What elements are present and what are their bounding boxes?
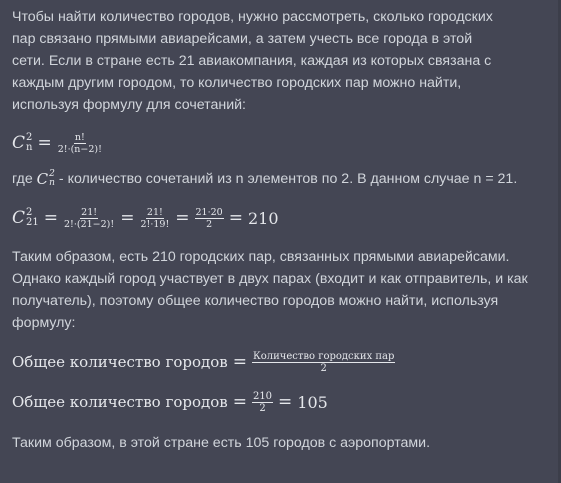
cities-fraction	[252, 351, 395, 374]
c21-symbol: C	[12, 208, 26, 229]
conclusion-paragraph: Таким образом, есть 210 городских пар, связанных прямыми авиарейсами. Однако каждый город участвует в двух парах (входит и как отправитель, и как получатель), поэтому общее количество городов можно найти, используя формулу:	[12, 249, 528, 332]
cities-result-lhs: Общее количество городов	[12, 393, 228, 412]
fraction-2	[139, 207, 170, 230]
cities-result-formula	[12, 388, 552, 416]
calculation-result: 210	[247, 208, 279, 228]
fraction-3	[195, 207, 224, 230]
fraction-1	[63, 207, 115, 230]
fraction-denominator: 2!·(n−2)!	[57, 143, 102, 155]
cities-result-denominator: 2	[259, 402, 266, 414]
cities-result-numerator: 210	[252, 390, 273, 402]
fraction-numerator: n!	[74, 131, 85, 143]
equals-sign-5: =	[232, 352, 247, 373]
c-indices	[26, 133, 32, 153]
equals-sign-7: =	[278, 392, 293, 413]
inline-c-sup: 2	[49, 169, 55, 180]
cities-fraction-numerator: Количество городских пар	[252, 350, 395, 362]
assistant-message	[12, 6, 552, 454]
cities-fraction-denominator: 2	[320, 362, 327, 374]
final-paragraph: Таким образом, в этой стране есть 105 городов с аэропортами.	[12, 435, 431, 452]
equals-sign-4: =	[228, 208, 243, 229]
cities-result-value: 105	[297, 392, 328, 412]
fraction-2-numerator: 21!	[146, 206, 163, 218]
formula-fraction	[57, 132, 103, 155]
cities-formula	[12, 348, 552, 376]
c-sub: n	[26, 142, 33, 153]
definition-paragraph	[12, 168, 552, 190]
fraction-1-denominator: 2!·(21−2)!	[64, 218, 115, 230]
inline-c-sub: n	[49, 178, 55, 189]
equals-sign-2: =	[120, 208, 135, 229]
intro-paragraph: Чтобы найти количество городов, нужно рассмотреть, сколько городских пар связано прямыми авиарейсами, а затем учесть все города в этой сети. Если в стране есть 21 авиакомпания, каждая из которых связана с каждым другим городом, то количество городских пар можно найти, используя формулу для сочетаний:	[12, 9, 493, 113]
inline-c-symbol	[37, 168, 55, 190]
fraction-2-denominator: 2!·19!	[140, 218, 170, 230]
fraction-3-denominator: 2	[206, 218, 213, 230]
c-sup: 2	[26, 132, 33, 143]
cities-formula-lhs: Общее количество городов	[12, 353, 228, 372]
combination-formula	[12, 130, 552, 156]
equals-sign-3: =	[175, 208, 190, 229]
cities-result-fraction	[252, 391, 273, 414]
fraction-1-numerator: 21!	[81, 206, 98, 218]
fraction-3-numerator: 21·20	[195, 206, 223, 218]
definition-after: - количество сочетаний из n элементов по 2. В данном случае n = 21.	[58, 171, 518, 187]
c21-sub: 21	[26, 217, 39, 229]
c21-sup: 2	[26, 207, 33, 219]
definition-before: где	[12, 171, 33, 187]
equals-sign-6: =	[232, 392, 247, 413]
c-symbol: C	[12, 133, 26, 153]
inline-c-letter: C	[36, 170, 49, 189]
calculation-formula	[12, 204, 552, 232]
equals-sign: =	[37, 133, 52, 153]
equals-sign-1: =	[43, 208, 58, 229]
